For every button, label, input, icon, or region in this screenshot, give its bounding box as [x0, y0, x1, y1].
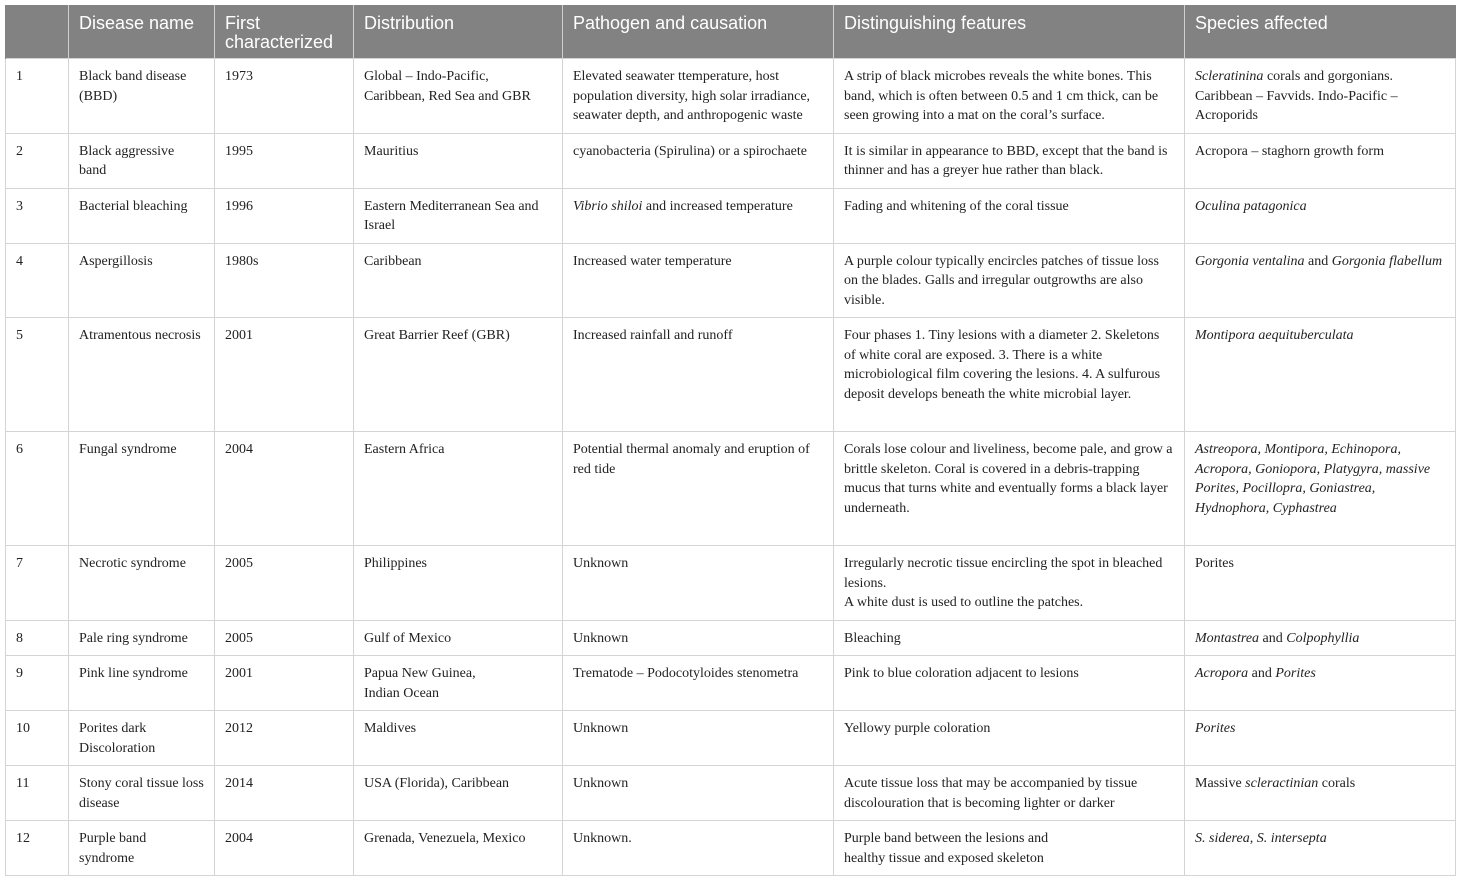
row-number: 5	[6, 318, 69, 432]
table-row	[6, 432, 1456, 546]
disease-name: Atramentous necrosis	[69, 318, 215, 432]
header-row	[6, 5, 1456, 59]
disease-name: Bacterial bleaching	[69, 188, 215, 243]
species-affected	[1185, 656, 1456, 711]
species-affected	[1185, 620, 1456, 656]
distinguishing-features: Four phases 1. Tiny lesions with a diameter 2. Skeletons of white coral are exposed. 3. There is a white microbiological film covering the lesions. 4. A sulfurous deposit develops beneath the white microbial layer.	[834, 318, 1185, 432]
disease-name: Stony coral tissue loss disease	[69, 766, 215, 821]
distribution: USA (Florida), Caribbean	[354, 766, 563, 821]
first-characterized: 2001	[215, 656, 354, 711]
species-text: Scleratinina	[1195, 69, 1264, 84]
pathogen-causation: Elevated seawater ttemperature, host population diversity, high solar irradiance, seawater depth, and anthropogenic waste	[563, 59, 834, 134]
species-affected	[1185, 432, 1456, 546]
table-row	[6, 243, 1456, 318]
disease-name: Pink line syndrome	[69, 656, 215, 711]
species-text: and	[1248, 666, 1276, 681]
distribution: Maldives	[354, 711, 563, 766]
pathogen-causation: Unknown.	[563, 821, 834, 876]
distinguishing-features: It is similar in appearance to BBD, except that the band is thinner and has a greyer hue rather than black.	[834, 133, 1185, 188]
header-index	[6, 5, 69, 59]
disease-name: Fungal syndrome	[69, 432, 215, 546]
table-row	[6, 188, 1456, 243]
distinguishing-features: Bleaching	[834, 620, 1185, 656]
features-line: healthy tissue and exposed skeleton	[844, 850, 1044, 866]
table-row	[6, 711, 1456, 766]
pathogen-causation: Potential thermal anomaly and eruption of red tide	[563, 432, 834, 546]
disease-name: Purple band syndrome	[69, 821, 215, 876]
features-line: Purple band between the lesions and	[844, 831, 1049, 846]
row-number: 7	[6, 546, 69, 621]
species-affected	[1185, 711, 1456, 766]
first-characterized: 1973	[215, 59, 354, 134]
table-body	[6, 59, 1456, 876]
first-characterized: 2004	[215, 821, 354, 876]
distribution-line: Indian Ocean	[364, 685, 440, 701]
disease-table	[5, 5, 1456, 876]
species-text: Massive	[1195, 776, 1246, 791]
first-characterized: 2012	[215, 711, 354, 766]
row-number: 9	[6, 656, 69, 711]
species-text: Gorgonia flabellum	[1331, 253, 1443, 269]
pathogen-text: and increased temperature	[642, 198, 793, 214]
first-characterized: 2004	[215, 432, 354, 546]
pathogen-causation: cyanobacteria (Spirulina) or a spirochaete	[563, 133, 834, 188]
pathogen-causation: Unknown	[563, 620, 834, 656]
table-row	[6, 546, 1456, 621]
disease-name: Porites dark Discoloration	[69, 711, 215, 766]
species-text: scleractinian	[1245, 776, 1319, 791]
species-text: Colpophyllia	[1286, 630, 1360, 646]
distribution: Eastern Mediterranean Sea and Israel	[354, 188, 563, 243]
row-number: 2	[6, 133, 69, 188]
species-text: Porites	[1275, 666, 1316, 681]
species-text: Gorgonia ventalina	[1195, 253, 1305, 269]
species-text: Porites	[1195, 721, 1236, 736]
first-characterized: 2005	[215, 620, 354, 656]
species-affected	[1185, 59, 1456, 134]
distribution: Mauritius	[354, 133, 563, 188]
header-features: Distinguishing features	[834, 5, 1185, 59]
species-text: Montastrea	[1195, 630, 1260, 646]
species-affected	[1185, 243, 1456, 318]
disease-name: Pale ring syndrome	[69, 620, 215, 656]
distribution: Global – Indo-Pacific, Caribbean, Red Sea and GBR	[354, 59, 563, 134]
table-row	[6, 620, 1456, 656]
row-number: 4	[6, 243, 69, 318]
row-number: 6	[6, 432, 69, 546]
disease-name: Necrotic syndrome	[69, 546, 215, 621]
distinguishing-features	[834, 821, 1185, 876]
distinguishing-features: Corals lose colour and liveliness, become pale, and grow a brittle skeleton. Coral is covered in a debris-trapping mucus that turns white and eventually forms a black layer underneath.	[834, 432, 1185, 546]
species-affected	[1185, 318, 1456, 432]
table-row	[6, 318, 1456, 432]
distinguishing-features: Pink to blue coloration adjacent to lesions	[834, 656, 1185, 711]
table-row	[6, 656, 1456, 711]
distribution: Caribbean	[354, 243, 563, 318]
disease-name: Black aggressive band	[69, 133, 215, 188]
species-text: Porites	[1195, 556, 1234, 571]
distinguishing-features: Acute tissue loss that may be accompanied by tissue discolouration that is becoming lighter or darker	[834, 766, 1185, 821]
species-affected	[1185, 766, 1456, 821]
first-characterized: 1996	[215, 188, 354, 243]
header-first-characterized: First characterized	[215, 5, 354, 59]
species-text: and	[1304, 253, 1332, 269]
header-disease-name: Disease name	[69, 5, 215, 59]
species-text: S. siderea, S. intersepta	[1195, 831, 1327, 846]
table-row	[6, 59, 1456, 134]
first-characterized: 1995	[215, 133, 354, 188]
species-text: Acropora	[1195, 666, 1249, 681]
pathogen-causation: Unknown	[563, 546, 834, 621]
distribution: Philippines	[354, 546, 563, 621]
species-text: Astreopora, Montipora, Echinopora, Acropora, Goniopora, Platygyra, massive Porites, Pocillopra, Goniastrea, Hydnophora, Cyphastrea	[1195, 442, 1431, 516]
distribution: Gulf of Mexico	[354, 620, 563, 656]
pathogen-causation: Unknown	[563, 766, 834, 821]
header-distribution: Distribution	[354, 5, 563, 59]
species-text: Montipora aequituberculata	[1195, 328, 1354, 343]
pathogen-causation: Increased water temperature	[563, 243, 834, 318]
distribution	[354, 656, 563, 711]
row-number: 1	[6, 59, 69, 134]
pathogen-text: Vibrio shiloi	[573, 198, 643, 214]
distribution: Great Barrier Reef (GBR)	[354, 318, 563, 432]
distinguishing-features: Fading and whitening of the coral tissue	[834, 188, 1185, 243]
species-text: corals	[1318, 776, 1356, 791]
species-affected	[1185, 188, 1456, 243]
disease-name: Aspergillosis	[69, 243, 215, 318]
species-affected	[1185, 546, 1456, 621]
header-pathogen: Pathogen and causation	[563, 5, 834, 59]
table-row	[6, 821, 1456, 876]
first-characterized: 2005	[215, 546, 354, 621]
features-line: Irregularly necrotic tissue encircling the spot in bleached lesions.	[844, 556, 1163, 591]
species-text: and	[1259, 630, 1287, 646]
pathogen-causation: Trematode – Podocotyloides stenometra	[563, 656, 834, 711]
distribution: Eastern Africa	[354, 432, 563, 546]
pathogen-causation	[563, 188, 834, 243]
row-number: 3	[6, 188, 69, 243]
table-row	[6, 766, 1456, 821]
row-number: 10	[6, 711, 69, 766]
distinguishing-features: Yellowy purple coloration	[834, 711, 1185, 766]
distinguishing-features	[834, 546, 1185, 621]
row-number: 11	[6, 766, 69, 821]
header-species: Species affected	[1185, 5, 1456, 59]
first-characterized: 2001	[215, 318, 354, 432]
first-characterized: 1980s	[215, 243, 354, 318]
species-affected	[1185, 133, 1456, 188]
row-number: 8	[6, 620, 69, 656]
row-number: 12	[6, 821, 69, 876]
features-line: A white dust is used to outline the patches.	[844, 595, 1084, 610]
distribution-line: Papua New Guinea,	[364, 666, 476, 681]
species-text: Oculina patagonica	[1195, 198, 1307, 214]
first-characterized: 2014	[215, 766, 354, 821]
table-row	[6, 133, 1456, 188]
distinguishing-features: A purple colour typically encircles patches of tissue loss on the blades. Galls and irregular outgrowths are also visible.	[834, 243, 1185, 318]
distribution: Grenada, Venezuela, Mexico	[354, 821, 563, 876]
species-affected	[1185, 821, 1456, 876]
species-text: Acropora – staghorn growth form	[1195, 143, 1384, 159]
species-text: corals and gorgonians. Caribbean – Favvids. Indo-Pacific – Acroporids	[1195, 69, 1398, 123]
distinguishing-features: A strip of black microbes reveals the white bones. This band, which is often between 0.5 and 1 cm thick, can be seen growing into a mat on the coral’s surface.	[834, 59, 1185, 134]
disease-name: Black band disease (BBD)	[69, 59, 215, 134]
pathogen-causation: Increased rainfall and runoff	[563, 318, 834, 432]
pathogen-causation: Unknown	[563, 711, 834, 766]
